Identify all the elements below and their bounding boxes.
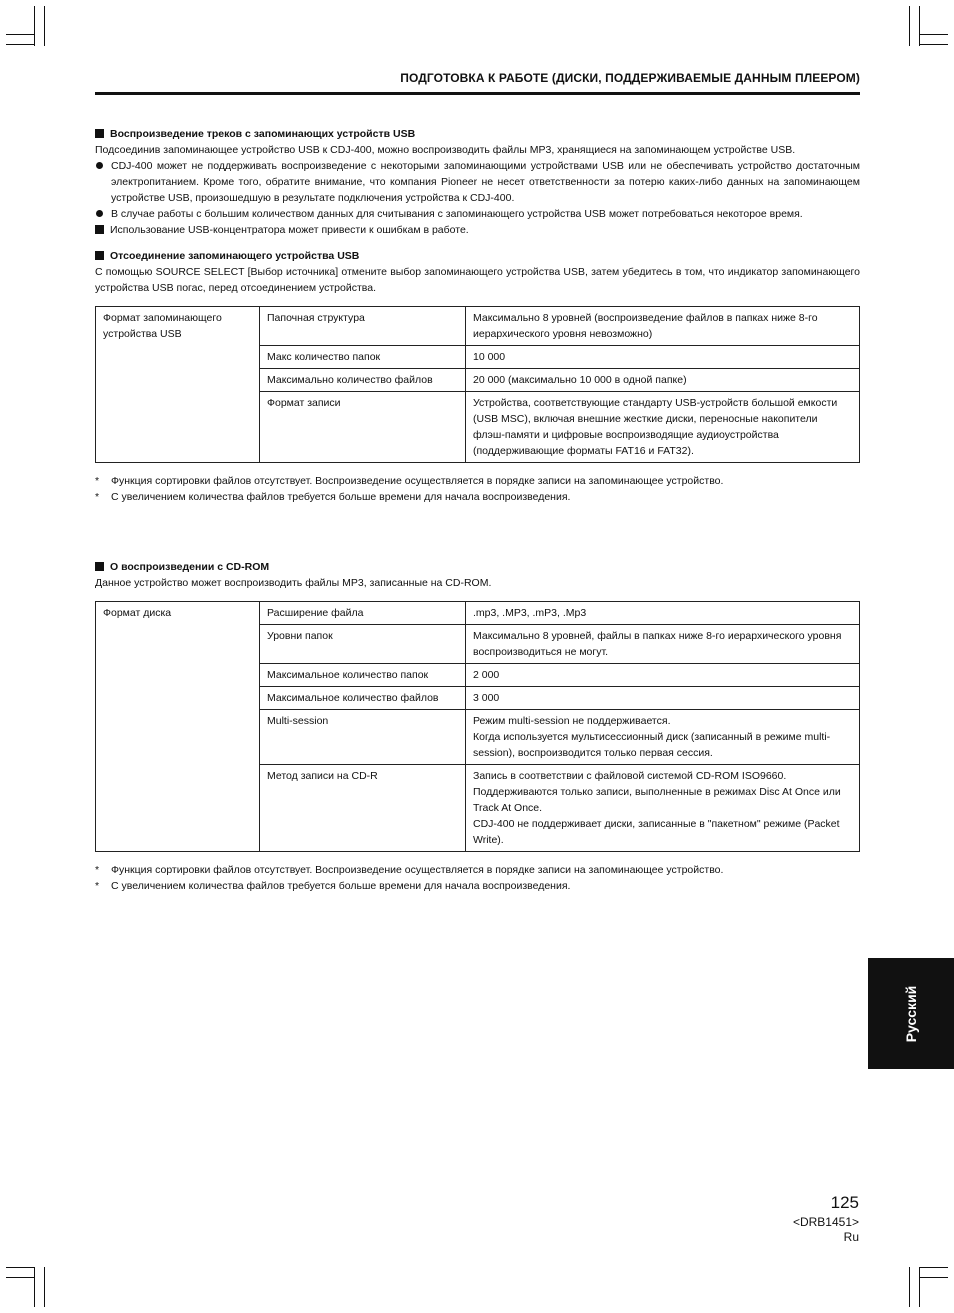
usb-spec-table (95, 306, 860, 463)
table-param-cell: Папочная структура (260, 307, 466, 346)
asterisk-icon: * (95, 880, 100, 892)
table-value-cell: 10 000 (466, 346, 860, 369)
language-side-tab (868, 958, 954, 1069)
footnote: * Функция сортировки файлов отсутствует. Воспроизведение осуществляется в порядке записи на запоминающее устройство. (95, 864, 724, 876)
section-heading-cdrom: О воспроизведении с CD-ROM (95, 559, 860, 575)
table-value-cell: Устройства, соответствующие стандарту USB-устройств большой емкости (USB MSC), включая внешние жесткие диски, переносные накопители флэш-памяти и цифровые воспроизводящие аудиоустройства (поддерживающие форматы FAT16 и FAT32). (466, 392, 860, 463)
table-value-cell: Максимально 8 уровней (воспроизведение файлов в папках ниже 8-го иерархического уровня невозможно) (466, 307, 860, 346)
asterisk-icon: * (95, 864, 100, 876)
bullet-item: В случае работы с большим количеством данных для считывания с запоминающего устройства USB может потребоваться некоторое время. (95, 206, 860, 222)
table-value-cell: 20 000 (максимально 10 000 в одной папке) (466, 369, 860, 392)
footnote: * С увеличением количества файлов требуется больше времени для начала воспроизведения. (95, 880, 571, 892)
table-param-cell: Уровни папок (260, 625, 466, 664)
cd-spec-table (95, 601, 860, 852)
usb-hub-note: Использование USB-концентратора может привести к ошибкам в работе. (95, 222, 860, 238)
language-tab-label: Русский (903, 985, 919, 1042)
page-content (95, 126, 860, 894)
table-param-cell: Максимальное количество файлов (260, 687, 466, 710)
asterisk-icon: * (95, 491, 100, 503)
table-value-cell: Запись в соответствии с файловой системой CD-ROM ISO9660. Поддерживаются только записи, выполненные в режимах Disc At Once или Track At Once. CDJ-400 не поддерживает диски, записанные в "пакетном" режиме (Packet Write). (466, 765, 860, 852)
table-value-cell: Максимально 8 уровней, файлы в папках ниже 8-го иерархического уровня воспроизводиться не могут. (466, 625, 860, 664)
square-bullet-icon (95, 251, 104, 260)
header-rule (95, 92, 860, 95)
table-param-cell: Расширение файла (260, 602, 466, 625)
square-bullet-icon (95, 225, 104, 234)
table-param-cell: Максимально количество файлов (260, 369, 466, 392)
table-row (96, 307, 860, 346)
table-param-cell: Формат записи (260, 392, 466, 463)
table-param-cell: Макс количество папок (260, 346, 466, 369)
table-param-cell: Максимальное количество папок (260, 664, 466, 687)
table-category-cell: Формат запоминающего устройства USB (96, 307, 260, 463)
bullet-item: CDJ-400 может не поддерживать воспроизведение с некоторыми запоминающими устройствами USB или не обеспечивать устройство достаточным электропитанием. Кроме того, обратите внимание, что компания Pioneer не несет ответственности за потерю каких-либо данных на запоминающем устройстве USB, произошедшую в результате подключения устройства к CDJ-400. (95, 158, 860, 206)
page-number: 125 (830, 1193, 859, 1212)
table-value-cell: .mp3, .MP3, .mP3, .Mp3 (466, 602, 860, 625)
document-code: <DRB1451> Ru (792, 1215, 859, 1244)
square-bullet-icon (95, 562, 104, 571)
table-category-cell: Формат диска (96, 602, 260, 852)
table-param-cell: Multi-session (260, 710, 466, 765)
table-param-cell: Метод записи на CD-R (260, 765, 466, 852)
usb-notes (95, 473, 860, 505)
table-value-cell: 2 000 (466, 664, 860, 687)
usb-disconnect-text: С помощью SOURCE SELECT [Выбор источника] отмените выбор запоминающего устройства USB, затем убедитесь в том, что индикатор запоминающего устройства USB погас, перед отсоединением устройства. (95, 266, 860, 294)
page-header-title: ПОДГОТОВКА К РАБОТЕ (ДИСКИ, ПОДДЕРЖИВАЕМЫЕ ДАННЫМ ПЛЕЕРОМ) (400, 71, 860, 85)
usb-intro: Подсоединив запоминающее устройство USB к CDJ-400, можно воспроизводить файлы MP3, хранящиеся на запоминающем устройстве USB. (95, 144, 796, 156)
section-heading-usb-disconnect: Отсоединение запоминающего устройства USB (95, 248, 860, 264)
table-row (96, 602, 860, 625)
cd-notes (95, 862, 860, 894)
section-heading-usb-playback: Воспроизведение треков с запоминающих устройств USB (95, 126, 860, 142)
asterisk-icon: * (95, 475, 100, 487)
table-value-cell: Режим multi-session не поддерживается. Когда используется мультисессионный диск (записанный в режиме multi-session), воспроизводится только первая сессия. (466, 710, 860, 765)
table-value-cell: 3 000 (466, 687, 860, 710)
square-bullet-icon (95, 129, 104, 138)
footnote: * С увеличением количества файлов требуется больше времени для начала воспроизведения. (95, 491, 571, 503)
cdrom-text: Данное устройство может воспроизводить файлы MP3, записанные на CD-ROM. (95, 577, 492, 589)
footnote: * Функция сортировки файлов отсутствует. Воспроизведение осуществляется в порядке записи на запоминающее устройство. (95, 475, 724, 487)
